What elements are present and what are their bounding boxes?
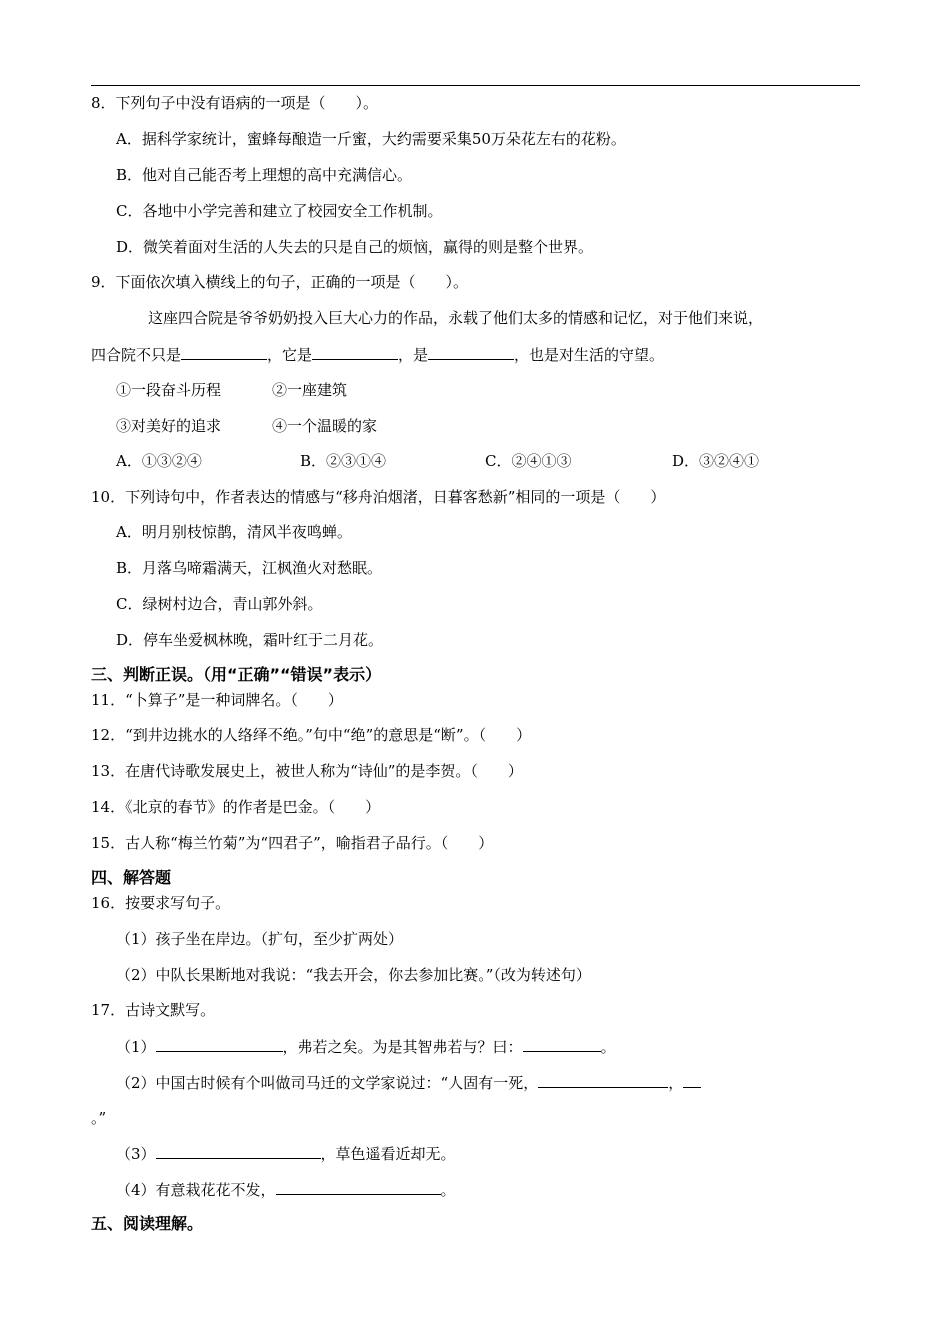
q17-p3-prefix: （3） <box>116 1145 156 1163</box>
q9-stem: 9．下面依次填入横线上的句子，正确的一项是（ ）。 <box>91 273 469 291</box>
q9-text-b: ，它是 <box>267 346 313 364</box>
q17-p2-blank-2[interactable] <box>683 1072 701 1088</box>
q8-option-c: C．各地中小学完善和建立了校园安全工作机制。 <box>116 202 443 220</box>
q17-part-2 <box>116 1072 701 1093</box>
q10-option-a: A．明月别枝惊鹊，清风半夜鸣蝉。 <box>116 523 352 541</box>
q17-part-1 <box>116 1036 616 1057</box>
q17-p2-blank-1[interactable] <box>538 1072 668 1088</box>
q9-options <box>116 451 759 471</box>
q17-p3-blank[interactable] <box>156 1143 321 1159</box>
q16-part-1: （1）孩子坐在岸边。（扩句，至少扩两处） <box>116 930 404 948</box>
header-rule <box>91 85 860 86</box>
q9-items-row2 <box>116 416 377 436</box>
q9-item-1: ①一段奋斗历程 <box>116 381 222 399</box>
q17-p4-end: 。 <box>440 1181 456 1199</box>
q17-p2-end: 。” <box>91 1109 107 1127</box>
q17-p1-text: ，弗若之矣。为是其智弗若与？曰： <box>282 1038 523 1056</box>
q8-option-a: A．据科学家统计，蜜蜂每酿造一斤蜜，大约需要采集50万朵花左右的花粉。 <box>116 130 626 148</box>
q9-passage-line1: 这座四合院是爷爷奶奶投入巨大心力的作品，永载了他们太多的情感和记忆，对于他们来说， <box>148 309 764 327</box>
q9-passage-line2 <box>91 344 664 365</box>
q17-p2-comma: ， <box>668 1074 684 1092</box>
q11: 11．“卜算子”是一种词牌名。（ ） <box>91 691 343 709</box>
q9-blank-1[interactable] <box>181 344 267 360</box>
q17-part-4 <box>116 1179 456 1200</box>
q9-option-d: D．③②④① <box>672 452 760 470</box>
q9-item-3: ③对美好的追求 <box>116 417 222 435</box>
q16-part-2: （2）中队长果断地对我说：“我去开会，你去参加比赛。”（改为转述句） <box>116 966 591 984</box>
q17-p4-blank[interactable] <box>276 1179 441 1195</box>
q10-option-d: D．停车坐爱枫林晚，霜叶红于二月花。 <box>116 631 384 649</box>
q15: 15．古人称“梅兰竹菊”为“四君子”，喻指君子品行。（ ） <box>91 834 494 852</box>
q10-stem: 10．下列诗句中，作者表达的情感与“移舟泊烟渚，日暮客愁新”相同的一项是（ ） <box>91 488 666 506</box>
q8-option-d: D．微笑着面对生活的人失去的只是自己的烦恼，赢得的则是整个世界。 <box>116 238 594 256</box>
q17-p1-prefix: （1） <box>116 1038 156 1056</box>
q17-part-3 <box>116 1143 456 1164</box>
q17-p1-blank-1[interactable] <box>156 1036 283 1052</box>
q9-text-a: 四合院不只是 <box>91 346 182 364</box>
q9-blank-3[interactable] <box>428 344 514 360</box>
q17-p1-end: 。 <box>600 1038 616 1056</box>
q9-item-2: ②一座建筑 <box>272 381 348 399</box>
q17-p4-text: （4）有意栽花花不发， <box>116 1181 276 1199</box>
q9-option-c: C．②④①③ <box>485 452 572 470</box>
q8-stem: 8．下列句子中没有语病的一项是（ ）。 <box>91 94 379 112</box>
q9-text-d: ，也是对生活的守望。 <box>514 346 665 364</box>
q9-option-b: B．②③①④ <box>300 452 387 470</box>
q13: 13．在唐代诗歌发展史上，被世人称为“诗仙”的是李贺。（ ） <box>91 762 523 780</box>
q9-blank-2[interactable] <box>312 344 398 360</box>
q17-stem: 17．古诗文默写。 <box>91 1001 216 1019</box>
q17-p1-blank-2[interactable] <box>523 1036 601 1052</box>
q17-p3-text: ，草色遥看近却无。 <box>320 1145 456 1163</box>
q9-option-a: A．①③②④ <box>116 452 202 470</box>
section-3-heading: 三、判断正误。（用“正确”“错误”表示） <box>91 665 382 684</box>
q10-option-c: C．绿树村边合，青山郭外斜。 <box>116 595 323 613</box>
q17-p2-text: （2）中国古时候有个叫做司马迁的文学家说过：“人固有一死， <box>116 1074 539 1092</box>
section-5-heading: 五、阅读理解。 <box>91 1214 204 1233</box>
q8-option-b: B．他对自己能否考上理想的高中充满信心。 <box>116 166 413 184</box>
q12: 12．“到井边挑水的人络绎不绝。”句中“绝”的意思是“断”。（ ） <box>91 726 532 744</box>
q16-stem: 16．按要求写句子。 <box>91 894 231 912</box>
q9-text-c: ，是 <box>398 346 429 364</box>
q10-option-b: B．月落乌啼霜满天，江枫渔火对愁眠。 <box>116 559 383 577</box>
q14: 14．《北京的春节》的作者是巴金。（ ） <box>91 798 381 816</box>
q9-item-4: ④一个温暖的家 <box>272 417 378 435</box>
q9-items-row1 <box>116 380 347 400</box>
section-4-heading: 四、解答题 <box>91 868 172 887</box>
